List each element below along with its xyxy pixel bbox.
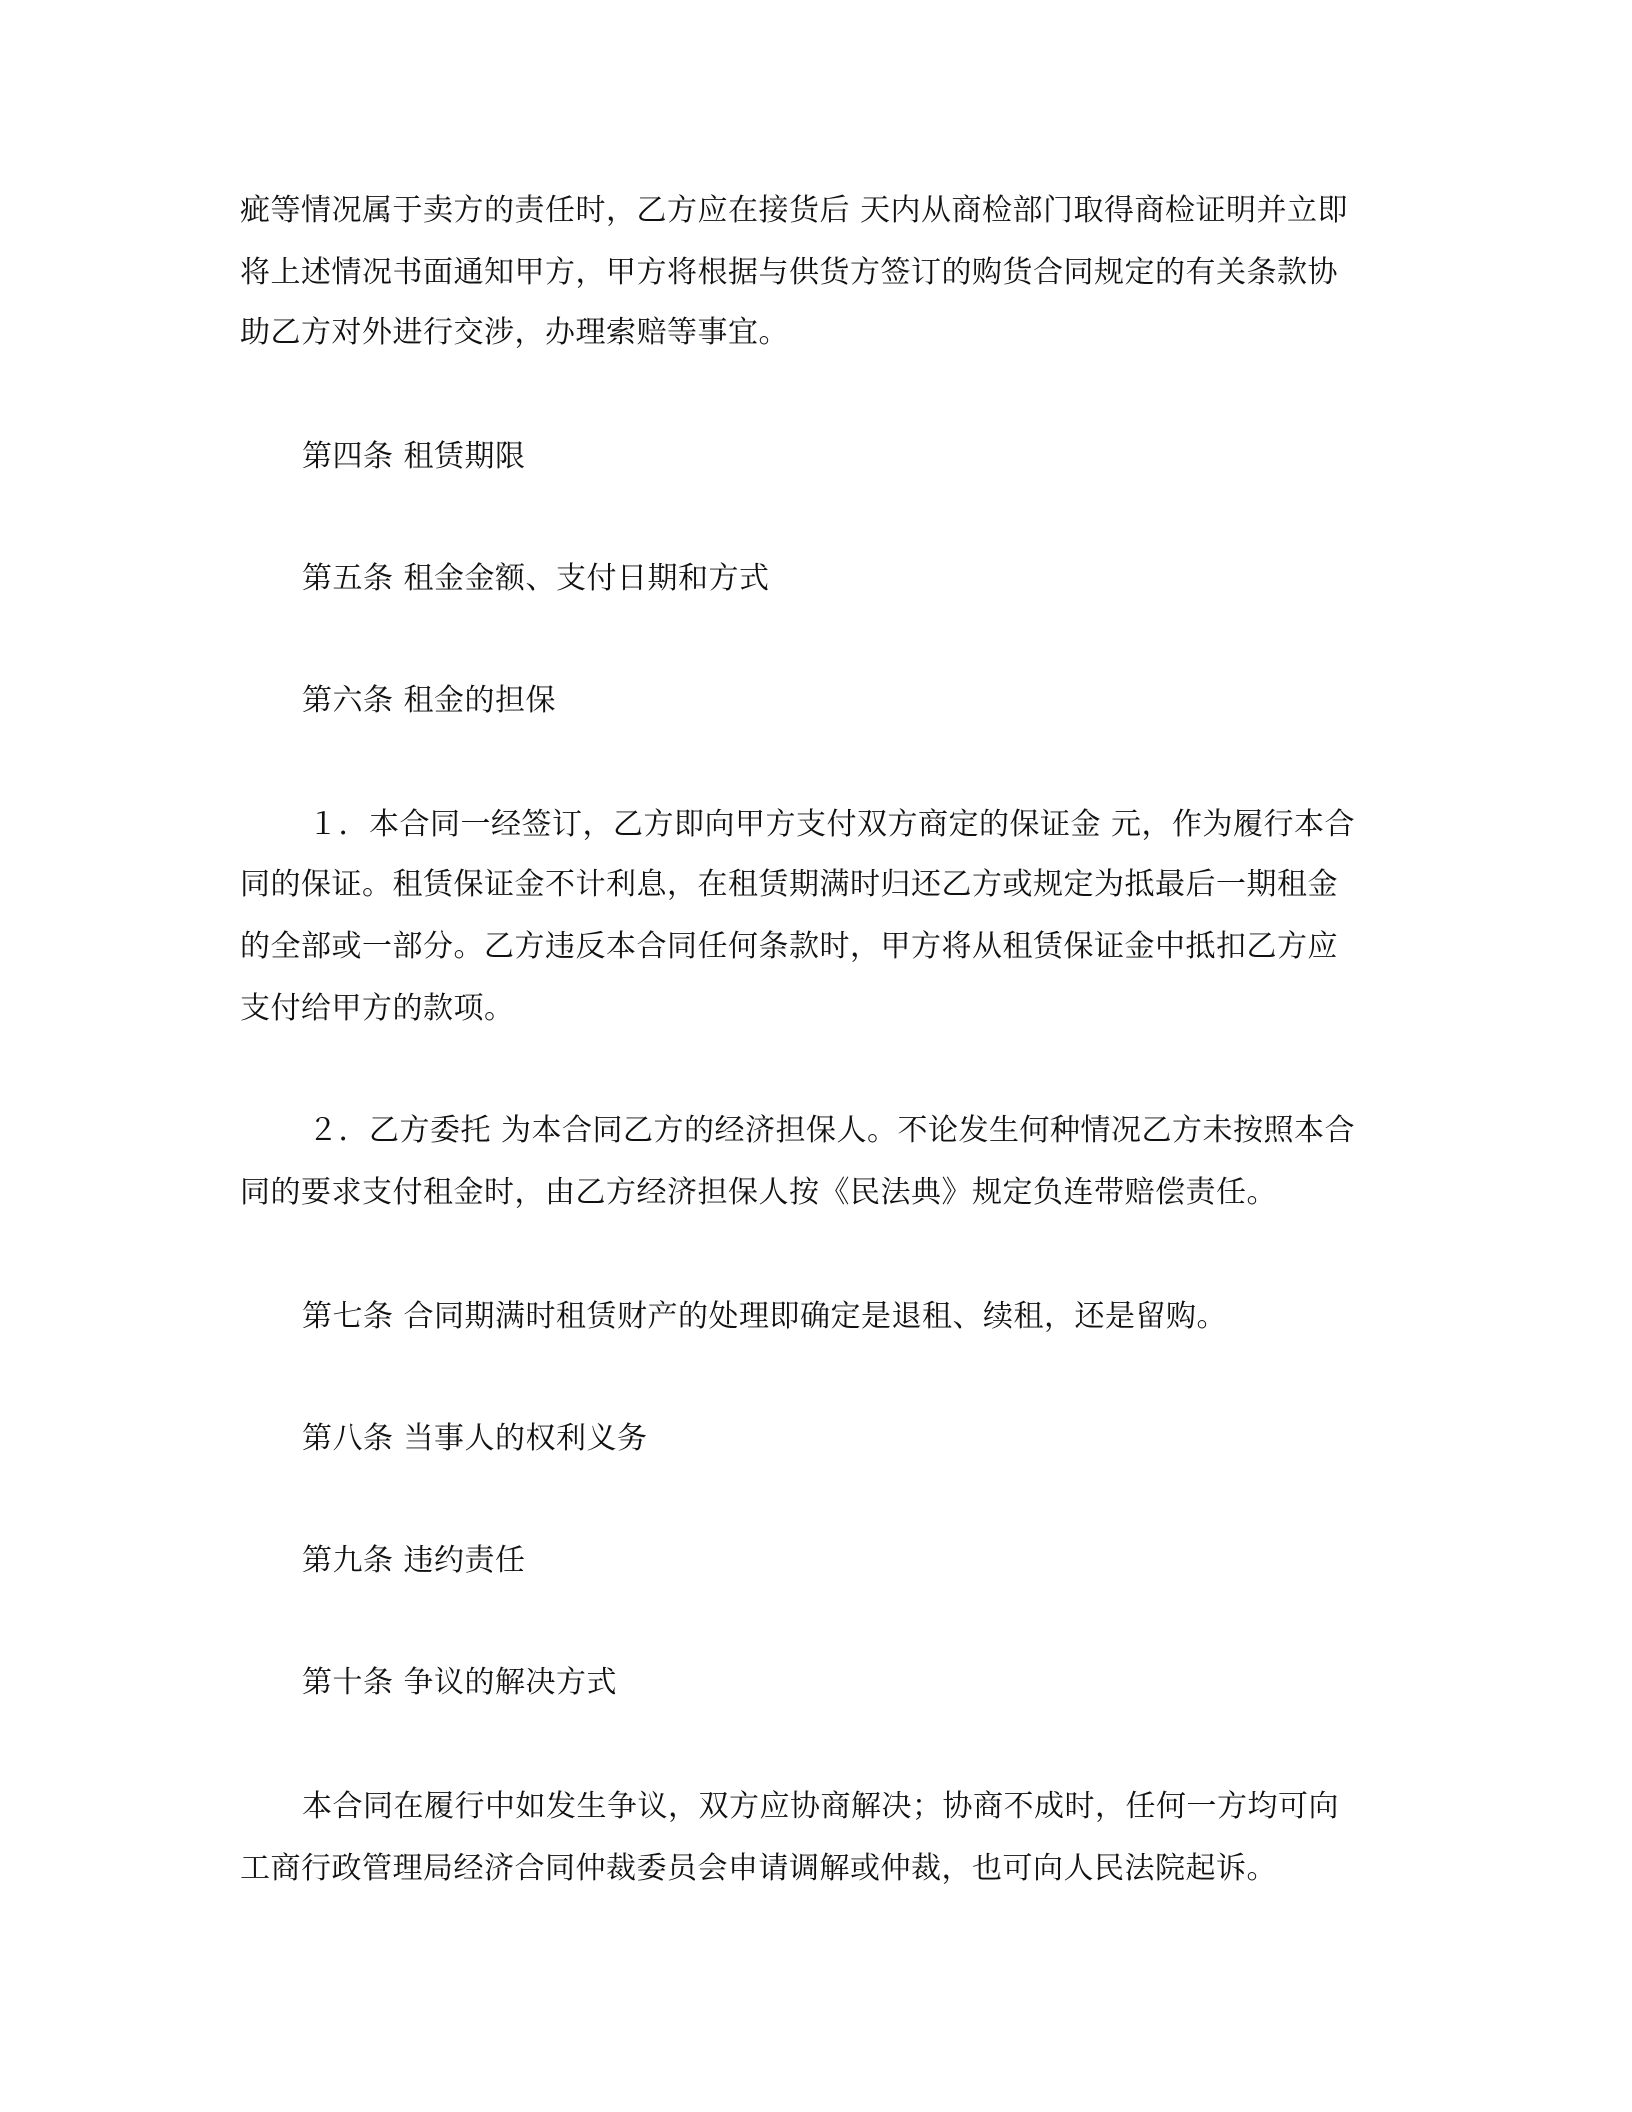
article-heading: 第四条 租赁期限 xyxy=(302,439,526,474)
paragraph-line: 支付给甲方的款项。 xyxy=(240,991,515,1026)
paragraph-line: 本合同在履行中如发生争议，双方应协商解决；协商不成时，任何一方均可向 xyxy=(302,1789,1339,1824)
article-heading: 第七条 合同期满时租赁财产的处理即确定是退租、续租，还是留购。 xyxy=(302,1299,1228,1334)
paragraph-line: 同的要求支付租金时，由乙方经济担保人按《民法典》规定负连带赔偿责任。 xyxy=(240,1175,1277,1210)
paragraph-line: １．本合同一经签订，乙方即向甲方支付双方商定的保证金 元，作为履行本合 xyxy=(308,807,1356,842)
paragraph-line: 同的保证。租赁保证金不计利息，在租赁期满时归还乙方或规定为抵最后一期租金 xyxy=(240,867,1338,902)
article-heading: 第八条 当事人的权利义务 xyxy=(302,1421,648,1456)
article-heading: 第六条 租金的担保 xyxy=(302,683,557,718)
article-heading: 第十条 争议的解决方式 xyxy=(302,1665,618,1700)
article-heading: 第五条 租金金额、支付日期和方式 xyxy=(302,561,770,596)
paragraph-line: 助乙方对外进行交涉，办理索赔等事宜。 xyxy=(240,315,789,350)
paragraph-line: 工商行政管理局经济合同仲裁委员会申请调解或仲裁，也可向人民法院起诉。 xyxy=(240,1851,1277,1886)
paragraph-line: ２．乙方委托 为本合同乙方的经济担保人。不论发生何种情况乙方未按照本合 xyxy=(308,1113,1356,1148)
paragraph-line: 疵等情况属于卖方的责任时，乙方应在接货后 天内从商检部门取得商检证明并立即 xyxy=(240,193,1349,228)
paragraph-line: 将上述情况书面通知甲方，甲方将根据与供货方签订的购货合同规定的有关条款协 xyxy=(240,255,1338,290)
article-heading: 第九条 违约责任 xyxy=(302,1543,526,1578)
paragraph-line: 的全部或一部分。乙方违反本合同任何条款时，甲方将从租赁保证金中抵扣乙方应 xyxy=(240,929,1338,964)
